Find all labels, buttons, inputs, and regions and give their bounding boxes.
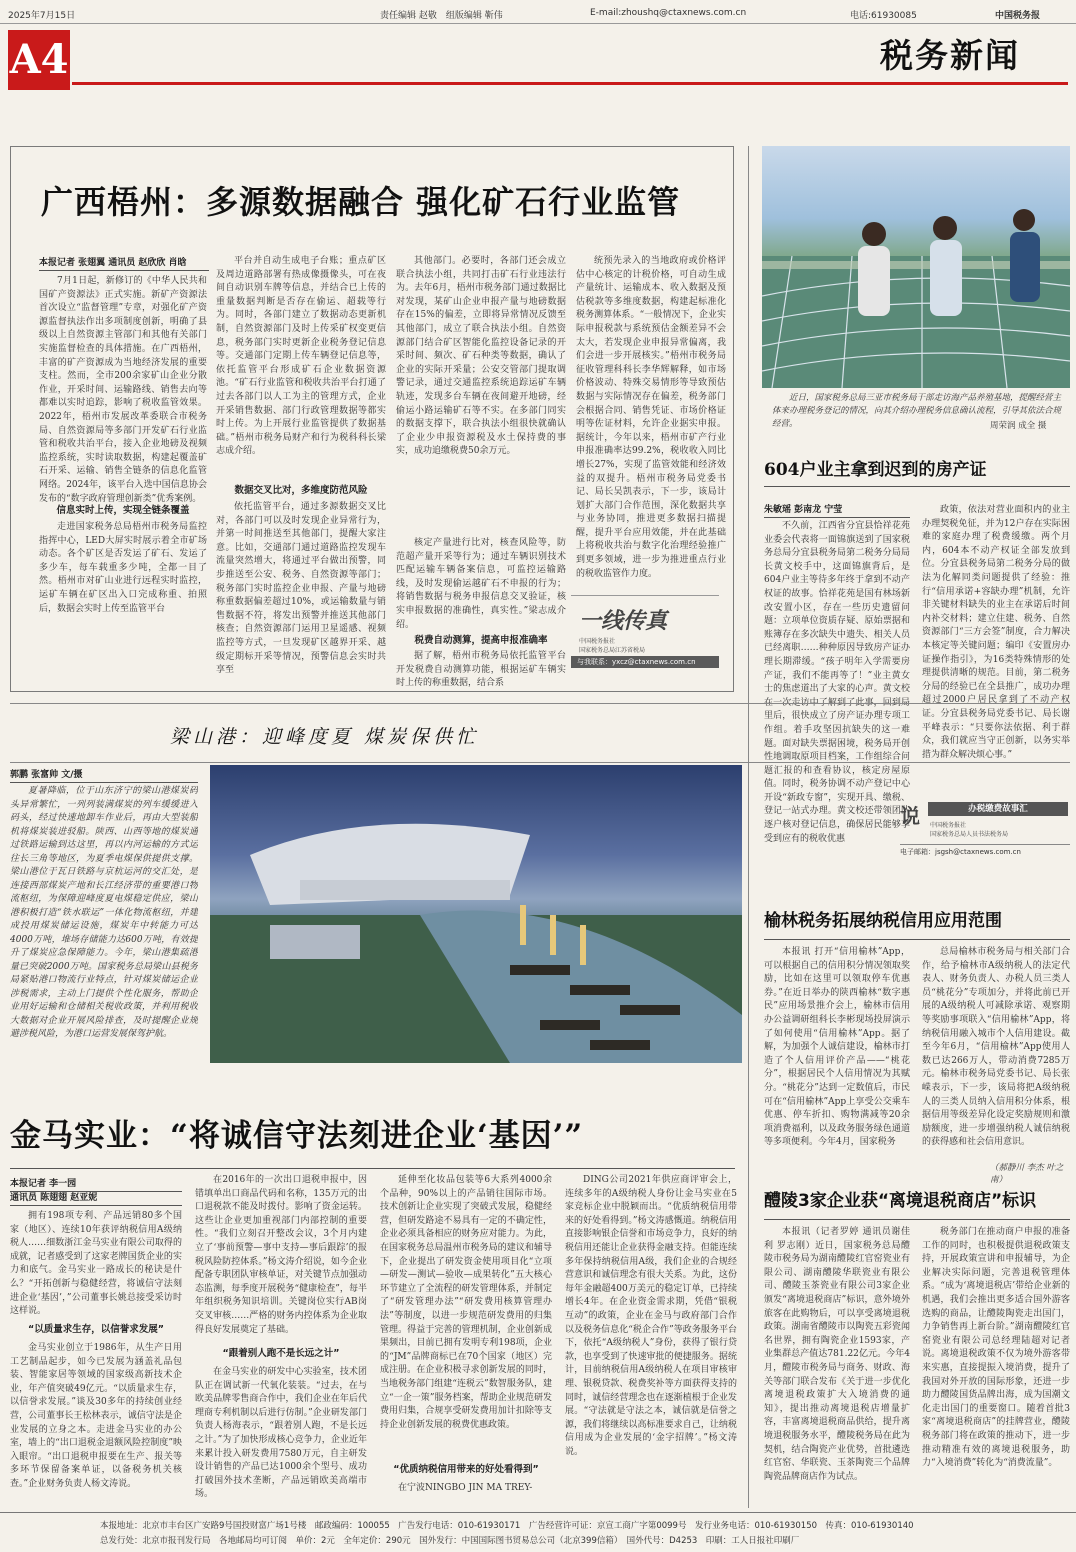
article-jinma-rule	[10, 1168, 735, 1169]
article-fenyi-byline: 朱敏瑶 彭南龙 宁莹	[764, 502, 910, 518]
brand-story-title: 办税缴费故事汇	[928, 802, 1068, 816]
paper-name: 中国税务报	[995, 11, 1041, 21]
article-wuzhou-col2: 平台并自动生成电子台账；重点矿区及周边道路部署有热成像摄像头，可在夜间自动识别车牌等信息，并结合已上传的重量数据判断是否存在偷运、超载等行为。同时，各部门建立了数据动态更新机制，自然资源部门及时上传采矿权变更信息，税务部门实时更新企业税务登记信息等。交通部门定期上传车辆登记信息等，依托监管平台形成矿石企业数据资源池。“矿石行业监管和税收共治平台打通了过去各部门以人工为主的管理方式，企业开采销售数据、部门行政管理数据等都实时上传。为上开展行业监管提供了数据基础。”梧州市税务局财产和行为税科科长梁志成介绍。	[216, 256, 386, 457]
article-jinma-col2: 在2016年的一次出口退税申报中，因错填单出口商品代码和名称，135万元的出口退税款不能及时拨付。影响了资金运转。这些让企业更加重视部门内部控制的重要性。“我们立刻召开整改会议，3个月内建立了‘事前预警—事中支持—事后跟踪’的报税风险防控体系。”杨文涛介绍说，如今企业配备专职团队审核单证，对关键节点加强动态监测，每季度开展税务“健康检查”，每半年组织税务知识培训。关键岗位实行AB岗交叉审核……严格的财务内控体系为企业取得良好发展奠定了基础。	[195, 1175, 367, 1334]
page-number: A4	[8, 30, 70, 90]
article-wuzhou-col1: 7月1日起，新修订的《中华人民共和国矿产资源法》正式实施。新矿产资源法首次设立“监督管理”专章，对强化矿产资源监督执法作出多项制度创新，明确了县级以上自然资源主管部门和其他有关部门实施监督检查的具体措施。在广西梧州，丰富的矿产资源成为当地经济发展的重要支柱。然而，全市200余家矿山企业分散作业，开采时间、运输路线、销售去向等都难以实时追踪，影响了税收监管效果。2022年，梧州市发展改革委联合市税务局、自然资源局等多部门开发矿石行业监管和税收共治平台，接入企业地磅及视频监控系统，实时读取数据，构建起覆盖矿石开采、运输、销售全链条的信息化监管网络。2024年，该平台入选中国信息协会发布的“数字政府管理创新类”优秀案例。	[39, 276, 207, 503]
article-wuzhou-col2b: 依托监管平台，通过多源数据交叉比对，各部门可以及时发现企业异常行为，并第一时间推送至其他部门，提醒大家注意。比如，交通部门通过道路监控发现车流量突然增大，将通过平台做出预警，同步推送至公安、税务、自然资源等部门；税务部门实时监控企业申报、产量与地磅称重数据偏差超过10%，或运输数量与销售数据不符，将发出预警并推送其他部门核查；自然资源部门运用卫星遥感、视频监控等方式，一旦发现矿区越界开采、越级定期标开采等情况，预警信息会实时共享至	[216, 502, 386, 676]
header-rule	[72, 82, 1068, 85]
article-wuzhou-col4: 统预先录入的当地政府或价格评估中心核定的计税价格，可自动生成产量统计、运输成本、收入数据及预估税款等多维度数据，构建起标准化税务测算体系。“一般情况下，企业实际申报税款与系统预估金额差异不会太大，若发现企业申报异常偏离，我们会进一步开展核实。”梧州市税务局征收管理科科长李华辉解释，如市场价格波动、特殊交易情形等导致预估数据与实际情况存在偏差，税务部门会根据合同、销售凭证、市场价格证明等佐证材料，允许企业据实申报。据统计，今年以来，梧州市矿产行业申报准确率达99.2%，税收收入同比增长27%，实现了监管效能和经济效益的双提升。梧州市税务局党委书记、局长吴凯表示，下一步，该局计划扩大部门合作范围，深化数据共享与业务协同，推进更多数据扫描提醒，提升平台应用效能，并在此基础上将税收共治与数字化治理经验推广到更多领域，进一步为推进重点行业的税收监管作力度。	[576, 256, 726, 579]
editor-phone: 电话:61930085	[850, 11, 917, 21]
article-wuzhou-col3: 其他部门。必要时，各部门还会成立联合执法小组，共同打击矿石行业违法行为。去年6月，梧州市税务部门通过数据比对发现，某矿山企业申报产量与地磅数据存在15%的偏差，立即将异常情况反馈至其他部门，成立了联合执法小组。自然资源部门结合矿区智能化监控设备记录的开采时间、频次、矿石种类等数据，确认了企业的实际开采量；公安交管部门提取调警记录，通过交通监控系统追踪运矿车辆轨迹，发现多台车辆在夜间避开地磅，经偷运小路运输矿石等不实。在多部门同实的数据支撑下，联合执法小组很快就确认了企业少申报资源税及水土保持费的事实，成功追缴税费50余万元。	[396, 256, 566, 457]
article-jinma-col1: 拥有198项专利、产品远销80多个国家（地区）、连续10年获评纳税信用A级纳税人……细数浙江金马实业有限公司取得的成就，记者感受到了这家老牌国货企业的实力和底气。金马实业一路成长的秘诀是什么？“开拓创新与稳健经营，将诚信守法刻进企业‘基因’，”公司董事长姚总接受采访时这样说。	[10, 1211, 182, 1317]
article-jinma-subhead3: “优质纳税信用带来的好处看得到”	[393, 1464, 539, 1475]
photo-liangshan-port	[210, 765, 742, 1063]
brand-org: 中国税务报社 国家税务总局江苏省税局	[579, 638, 646, 654]
article-fenyi-headline: 604户业主拿到迟到的房产证	[764, 455, 1070, 487]
article-wuzhou-subhead1: 信息实时上传，实现全链条覆盖	[56, 505, 190, 516]
page-header	[0, 0, 1076, 24]
article-liangshan-body: 夏暑降临，位于山东济宁的梁山港煤炭码头异常繁忙，一列列装满煤炭的列车缓缓进入码头，经过快速地卸车作业后，再由大型装船机将煤炭装进驳船。陕西、山西等地的煤炭通过铁路运输到达这里，再以内河运输的方式运往长三角等地区，为夏季电煤保供提供支撑。梁山港位于瓦日铁路与京杭运河的交汇处，是连接西部煤炭产地和长江经济带的重要港口物流枢纽，为保障迎峰度夏电煤稳定供应，梁山港积极打造“铁水联运”一体化物流枢纽，并建成投用煤炭储运设施，煤炭年中转能力可达4000万吨，堆场存储能力达600万吨，有效提升了煤炭应急保障能力。今年，梁山港集疏港量已突破2000万吨。国家税务总局梁山县税务局紧贴港口物流行业特点，针对煤炭储运企业涉税需求，主动上门提供个性化服务，帮助企业用好运输和仓储相关税收政策，并利用税收大数据对企业开展风险排查，及时提醒企业规避涉税风险，为港口运营发展保驾护航。	[10, 786, 198, 1039]
photo-liangshan-illustration	[210, 765, 742, 1063]
article-yulin-col1: 本报讯 打开“信用榆林”App，可以根据自己的信用积分情况领取奖励，比如在这里可以领取停车优惠券。”在近日举办的陕西榆林“数字惠民”应用场景推介会上，榆林市信用办公益调研组科长李彬现场投屏演示了如何使用“信用榆林”App。据了解，为加强个人诚信建设，榆林市打造了个人信用评价产品——“桃花分”，根据居民个人信用情况为其赋分。“桃花分”达到一定数值后，市民可在“信用榆林”App上享受公交乘车优惠、停车折扣、购物满减等20余项消费福利，以及政务服务绿色通道等多项便利。今年4月，国家税务	[764, 947, 910, 1148]
column-brand-story	[900, 800, 1070, 860]
article-fenyi-col1: 不久前，江西省分宜县恰祥花苑业委会代表将一面锦旗送到了国家税务总局分宜县税务局第二税务分局局长黄文校手中，这面锦旗背后，是604户业主等待多年终于拿到不动产权证的故事。恰祥花苑是国有林场新改安置小区，存在一些历史遗留问题：立项单位资质存疑、原始票据和账簿存在多次缺失中遗失、相关人员已经离职……种种原因导致房产证办理长期滞缓。“孩子明年入学需要房产证，我们不能再等了！”业主黄女士的焦虑道出了大家的心声。黄文校在一次走访中了解到了此事，回到局里后，很快成立了房产证办理专项工作组。着手攻坚因抗缺失的这一难题。面对缺失票据困境，税务局开创性地调取原项目档案，工作组综合问题汇报的和查看协议，核定房屋原值。同时，税务协调不动产登记中心开设“新政专窗”，实现开具、缴税、登记一站式办理。黄文校还带领团队逐户核对登记信息，确保居民能够享受到应有的税收优惠	[764, 521, 910, 844]
article-wuzhou-subhead2: 数据交叉比对，多维度防范风险	[234, 485, 368, 496]
article-wuzhou-col3c: 据了解，梧州市税务局依托监管平台开发税费自动测算功能，根据运矿车辆实时上传的称重数据，结合系	[396, 651, 566, 689]
page-footer	[0, 1512, 1076, 1552]
footer-line2: 总发行处：北京市报刊发行局 各地邮局均可订阅 单价：2元 全年定价：290元 国外发行：中国国际图书贸易总公司（北京399信箱） 国外代号：D4253 印刷：工人日报社印刷厂	[100, 1536, 800, 1546]
article-jinma-headline: 金马实业：“将诚信守法刻进企业‘基因’”	[10, 1118, 584, 1154]
column-divider	[748, 146, 749, 1508]
article-wuzhou-headline: 广西梧州：多源数据融合 强化矿石行业监管	[41, 183, 681, 221]
article-jinma-col3: 延伸至化妆品包装等6大系列4000余个品种，90%以上的产品销往国际市场。技术创新让企业实现了突破式发展，稳健经营，但研发路途不易具有一定的不确定性，企业必须具备相应的财务应对能力。为此，在国家税务总局温州市税务局的建议和辅导下，企业提出了研发资金使用项目化“立项—研发—测试—验收—成果转化”五大核心环节建立了全流程的研发管理体系，并制定了“研发管理办法”“研发费用核算管理办法”等制度，以进一步规范研发费用的归集管理。得益于完善的管理机制，企业创新成果频出，目前已拥有发明专利198项，企业的“JM”品牌商标已在70个国家（地区）完成注册。在企业积极寻求创新发展的同时，当地税务部门组建“连税云”数智服务队，建立“一企一策”服务档案，帮助企业规范研发费用归集，合规享受研发费用加计扣除等支持企业创新发展的税费优惠政策。	[380, 1175, 552, 1430]
article-liangshan-headline: 梁山港：迎峰度夏 煤炭保供忙	[170, 726, 480, 748]
photo-sanya-caption: 近日，国家税务总局三亚市税务局干部走访海产品养殖基地，提醒经营主体来办理税务登记的情况，向其介绍办理税务信息确认流程，引导其依法合规经营。	[772, 393, 1062, 429]
brand-story-mark: 说	[900, 804, 920, 828]
article-liling-headline: 醴陵3家企业获“离境退税商店”标识	[764, 1186, 1070, 1220]
section-title: 税务新闻	[880, 36, 1020, 75]
brand-story-org: 中国税务报社 国家税务总局人员书法税务局	[930, 822, 1009, 838]
article-jinma-col3b: 在宁波NINGBO JIN MA TREY-	[398, 1483, 533, 1493]
article-jinma-subhead2: “跟着别人跑不是长远之计”	[222, 1348, 340, 1359]
article-jinma-col1b: 金马实业创立于1986年，从生产日用工艺制品起步，如今已发展为涵盖礼品包装、智能家居等领域的国家级高新技术企业，年产值突破49亿元。“以质量求生存，以信誉求发展。”谈及30多年的持续创业经营，公司董事长王松林表示，诚信守法是企业发展的立身之本。走进金马实业的办公室，墙上的“出口退税金退额风险控制度”映入眼帘。“出口退税申报要在生产、报关等多环节保留备案单证，以备税务机关核查。”企业财务负责人杨文涛说。	[10, 1343, 182, 1489]
article-wuzhou-byline: 本报记者 张翅翼 通讯员 赵欣欣 肖晗	[39, 255, 209, 271]
article-yulin-headline: 榆林税务拓展纳税信用应用范围	[764, 906, 1070, 940]
editors: 责任编辑 赵敬 组版编辑 靳伟	[380, 11, 503, 21]
article-jinma-col2b: 在金马实业的研发中心实验室，技术团队正在调试新一代氧化装装。“过去，在与欧美品牌零售商合作中，我们企业在年后代理商专利机制以后进行仿制。”企业研发部门负责人杨海表示，“跟着别人跑，不是长远之计。”为了加快形成核心竞争力，企业近年来累计投入研发费用7580万元，自主研发设计销售的产品已达1000余个型号、成功打破国外技术垄断，产品远销欧美高端市场。	[195, 1367, 367, 1500]
article-wuzhou	[10, 146, 734, 692]
editor-email: E-mail:zhoushq@ctaxnews.com.cn	[590, 8, 747, 18]
article-yulin-col2: 总局榆林市税务局与相关部门合作，给予榆林市A级纳税人的法定代表人、财务负责人、办税人员三类人员“桃花分”专项加分，并将此前已开展的A级纳税人可减除承诺、观察期等奖励事项联入“信用榆林”App，将纳税信用融入城市个人信用建设。截至今年6月，“信用榆林”App使用人数已达266万人，带动消费7285万元。榆林市税务局党委书记、局长张嵘表示，下一步，该局将把A级纳税人的三类人员纳入信用积分体系，根据信用等级差异化设定奖励规则和激励额度，进一步增强纳税人诚信纳税的获得感和社会信用意识。	[922, 947, 1070, 1148]
article-liling-col1: 本报讯（记者罗婷 通讯员谢佳利 罗志刚）近日，国家税务总局醴陵市税务局为湖南醴陵红官窑瓷业有限公司、湖南醴陵华联瓷业有限公司、醴陵玉茶瓷业有限公司3家企业颁发“离境退税商店”标识，意外境外旅客在此购物后，可以享受离境退税政策。湖南省醴陵市以陶瓷五彩瓷闻名世界，拥有陶瓷企业1593家，产业集群总产值达781.22亿元。今年4月，醴陵市税务局与商务、财政、海关等部门联合发布《关于进一步优化离境退税政策扩大入境消费的通知》，提出推动离境退税店增量扩容，丰富离境退税商品供给，提升离境退税服务水平，醴陵税务局在此为契机，结合陶瓷产业优势，首批遴选红官窑、华联瓷、玉茶陶瓷三个品牌陶瓷品牌商店作为试点。	[764, 1227, 910, 1482]
brand-email: 与我联系：yxcz@ctaxnews.com.cn	[571, 656, 719, 668]
article-wuzhou-subhead4: 税费自动测算，提高申报准确率	[414, 635, 548, 646]
article-jinma-subhead1: “以质量求生存，以信誉求发展”	[28, 1324, 164, 1335]
photo-sanya-aquaculture	[762, 146, 1070, 388]
article-jinma-byline2: 通讯员 陈翅翅 赵亚妮	[10, 1190, 182, 1206]
article-jinma-byline1: 本报记者 李一园	[10, 1176, 182, 1192]
article-liangshan-byline: 郭鹏 张富帅 文/摄	[10, 767, 198, 783]
brand-story-email: 电子邮箱：jsgsh@ctaxnews.com.cn	[900, 844, 1070, 857]
brand-title: 一线传真	[579, 608, 668, 634]
photo-sanya-illustration	[762, 146, 1070, 388]
article-fenyi-col2: 政策，依法对营业面积内的业主办理契税免征，并为12户存在实际困难的家庭办理了税费缓缴。两个月内，604本不动产权证全部发放到位。分宜县税务局第二税务分局的做法为化解同类问题提供了经验：推行“信用承诺+容缺办理”机制，允许非关键材料缺失的业主在承诺后时间内补交材料；建立住建、税务、自然资源部门“三方会签”制度，合力解决本核定等关键问题；编印《安置房办证操作指引》，为16类特殊情形的处理提供清晰的规范。目前，第二税务分局的经验已在全县推广，成功办理超过2000户居民拿到了不动产权证。分宜县税务局党委书记、局长谢平峰表示：“只要你法依据、利于群众，我们就应当守正创新，以务实举措为群众解决烦心事。”	[922, 505, 1070, 760]
article-wuzhou-col3b: 核定产量进行比对，核查风险等，防范超产量开采等行为；通过车辆识别技术匹配运输车辆备案信息，可监控运输路线，及时发现偷运越矿石不申报的行为；将销售数据与税务申报信息交叉验证，核实申报数据的准确性，真实性。”梁志成介绍。	[396, 538, 566, 630]
article-wuzhou-col1b: 走进国家税务总局梧州市税务局监控指挥中心，LED大屏实时展示着全市矿场动态。各个矿区是否发运了矿石、发运了多少车，每车载重多少吨，全都一目了然。梧州市对矿山业进行远程实时监控，运矿车辆在矿区出入口完成称重、拍照后，数据会实时上传至监管平台	[39, 522, 207, 614]
article-jinma-col4: DING公司2021年供应商评审会上，连续多年的A级纳税人身份让金马实业在5家竞标企业中脱颖而出。“优质纳税信用带来的好处看得到。”杨文涛感慨道。纳税信用直接影响银企信誉和市场竞争力，良好的纳税信用还能让企业获得金融支持。但能连续多年保持纳税信用A级，我们企业的合规经营意识和诚信理念有很大关系。为此，这份每年金融超400万美元的稳定订单，已持续增长4年。在企业资金需求期，凭借“银税互动”的政策，企业在金马与政府部门合作以及税务信息化“税企合作”等政务服务平台下，依托“A级纳税人”身份，获得了银行贷款，也享受到了快速审批的便捷服务。据统计，目前纳税信用A级纳税人在项目审核审理、银税贷款、税费奖补等方面获得支持的同时，诚信经营理念也在逐渐植根于企业发展。“守法就是守法之本，诚信就是信誉之源，我们将继续以高标准要求自己，让纳税信用成为企业发展的‘金字招牌’。”杨文涛说。	[565, 1175, 737, 1457]
article-liangshan-banner	[10, 703, 1070, 763]
article-liling-col2: 税务部门在推动商户申报的准备工作的同时，也积极提供退税政策支持，开展政策宣讲和申报辅导，为企业解决实际问题，完善退税管理体系。“成为‘离境退税店’带给企业新的机遇，我们会推出更多适合国外游客选购的商品，让醴陵陶瓷走出国门，力争销售再上新台阶。”湖南醴陵红官窑瓷业有限公司总经理陆超对记者说。离境退税政策不仅为境外游客带来实惠，直接提振入境消费，提升了我国对外开放的国际形象，还进一步助力醴陵国货品牌出海，成为国潮文化走出国门的重要窗口。随着首批3家“离境退税商店”的挂牌营业，醴陵税务部门将在政策的推动下，进一步推动精准有效的离境退税服务，助力“入境消费”转化为“消费流量”。	[922, 1227, 1070, 1469]
footer-line1: 本报地址：北京市丰台区广安路9号国投财富广场1号楼 邮政编码：100055 广告发行电话：010-61930171 广告经营许可证：京宣工商广字第0099号 发行业务电话：010-61930150 传真：010-61930140	[100, 1521, 914, 1531]
photo-sanya-credit: 周荣润 成全 摄	[990, 421, 1047, 431]
issue-date: 2025年7月15日	[8, 11, 76, 21]
article-yulin-sign: （郝静川 李杰 叶之南）	[990, 1163, 1064, 1185]
column-brand-yixian	[571, 595, 719, 669]
